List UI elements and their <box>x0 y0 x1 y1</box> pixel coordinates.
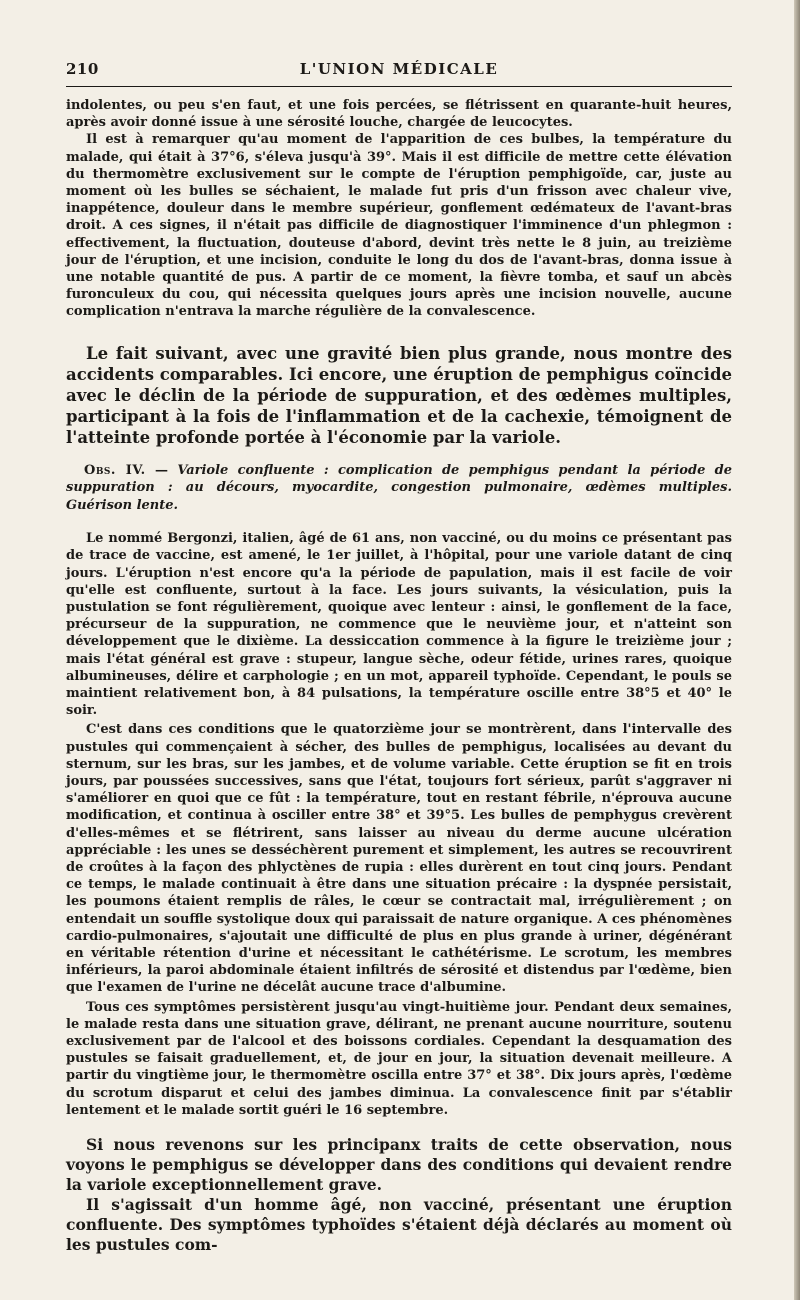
observation-paragraph-1: Le nommé Bergonzi, italien, âgé de 61 ans, non vacciné, ou du moins ce présentant pas de trace de vaccine, est amené, le 1er juillet, à l'hôpital, pour une variole datant de cinq jours. L'éruption n'est encore qu'a la période de papulation, mais il est facile de voir qu'elle est confluente, surtout à la face. Les jours suivants, la vésiculation, puis la pustulation se font régulièrement, quoique avec lenteur : ainsi, le gonflement de la face, précurseur de la suppuration, ne commence que le neuvième jour, et n'atteint son développement que le dixième. La dessiccation commence à la figure le treizième jour ; mais l'état général est grave : stupeur, langue sèche, odeur fétide, urines rares, quoique albumineuses, délire et carphologie ; en un mot, appareil typhoïde. Cependant, le pouls se maintient relativement bon, à 84 pulsations, la température oscille entre 38°5 et 40° le soir. <box>66 531 732 719</box>
top-section <box>66 97 732 321</box>
page-number: 210 <box>66 60 99 78</box>
conclusion-paragraph-1: Si nous revenons sur les principanx traits de cette observation, nous voyons le pemphigus se développer dans des conditions qui devaient rendre la variole exceptionnellement grave. <box>66 1135 732 1195</box>
running-title: L'UNION MÉDICALE <box>299 60 499 78</box>
conclusion-paragraph-2: Il s'agissait d'un homme âgé, non vacciné, présentant une éruption confluente. Des symptômes typhoïdes s'étaient déjà déclarés au moment où les pustules com- <box>66 1195 732 1255</box>
observation-paragraph-2: C'est dans ces conditions que le quatorzième jour se montrèrent, dans l'intervalle des pustules qui commençaient à sécher, des bulles de pemphigus, localisées au devant du sternum, sur les bras, sur les jambes, et de volume variable. Cette éruption se fit en trois jours, par poussées successives, sans que l'état, toujours fort sérieux, parût s'aggraver ni s'améliorer en quoi que ce fût : la température, tout en restant fébrile, n'éprouva aucune modification, et continua à osciller entre 38° et 39°5. Les bulles de pemphygus crevèrent d'elles-mêmes et se flétrirent, sans laisser au niveau du derme aucune ulcération appréciable : les unes se desséchèrent purement et simplement, les autres se recouvrirent de croûtes à la façon des phlyctènes de rupia : elles durèrent en tout cinq jours. Pendant ce temps, le malade continuait à être dans une situation précaire : la dyspnée persistait, les poumons étaient remplis de râles, le cœur se contractait mal, irrégulièrement ; on entendait un souffle systolique doux qui paraissait de nature organique. A ces phénomènes cardio-pulmonaires, s'ajoutait une difficulté de plus en plus grande à uriner, dégénérant en véritable rétention d'urine et nécessitant le cathétérisme. Le scrotum, les membres inférieurs, la paroi abdominale étaient infiltrés de sérosité et distendus par l'œdème, bien que l'examen de l'urine ne décelât aucune trace d'albumine. <box>66 722 732 996</box>
paragraph-continuation: indolentes, ou peu s'en faut, et une fois percées, se flétrissent en quarante-huit heures, après avoir donné issue à une sérosité louche, chargée de leucocytes. <box>66 98 732 131</box>
observation-label: Obs. IV. <box>84 462 146 478</box>
intro-text: Le fait suivant, avec une gravité bien plus grande, nous montre des accidents comparables. Ici encore, une éruption de pemphigus coïncide avec le déclin de la période de suppuration, et des œdèmes multiples, participant à la fois de l'inflammation et de la cachexie, témoignent de l'atteinte profonde portée à l'économie par la variole. <box>66 343 732 447</box>
observation-body <box>66 530 732 1119</box>
observation-paragraph-3: Tous ces symptômes persistèrent jusqu'au vingt-huitième jour. Pendant deux semaines, le malade resta dans une situation grave, délirant, ne prenant aucune nourriture, soutenu exclusivement par de l'alcool et des boissons cordiales. Cependant la desquamation des pustules se faisait graduellement, et, de jour en jour, la situation devenait meilleure. A partir du vingtième jour, le thermomètre oscilla entre 37° et 38°. Dix jours après, l'œdème du scrotum disparut et celui des jambes diminua. La convalescence finit par s'établir lentement et le malade sortit guéri le 16 septembre. <box>66 999 732 1118</box>
page-edge-shadow <box>794 0 800 1300</box>
conclusion-section <box>66 1135 732 1255</box>
intro-paragraph <box>66 343 732 448</box>
observation-dash: — <box>145 462 178 478</box>
paragraph-temperature: Il est à remarquer qu'au moment de l'apparition de ces bulbes, la température du malade, qui était à 37°6, s'éleva jusqu'à 39°. Mais il est difficile de mettre cette élévation du thermomètre exclusivement sur le compte de l'éruption pemphigoïde, car, juste au moment où les bulles se séchaient, le malade fut pris d'un frisson avec chaleur vive, inappétence, douleur dans le membre supérieur, gonflement œdémateux de l'avant-bras droit. A ces signes, il n'était pas difficile de diagnostiquer l'imminence d'un phlegmon : effectivement, la fluctuation, douteuse d'abord, devint très nette le 8 juin, au treizième jour de l'éruption, et une incision, conduite le long du dos de l'avant-bras, donna issue à une notable quantité de pus. A partir de ce moment, la fièvre tomba, et sauf un abcès furonculeux du cou, qui nécessita quelques jours après une incision nouvelle, aucune complication n'entrava la marche régulière de la convalescence. <box>66 132 732 320</box>
observation-title: Variole confluente : complication de pemphigus pendant la période de suppuration : au décours, myocardite, congestion pulmonaire, œdèmes multiples. Guérison lente. <box>66 462 733 513</box>
page-header <box>66 60 732 87</box>
observation-heading <box>66 462 732 515</box>
